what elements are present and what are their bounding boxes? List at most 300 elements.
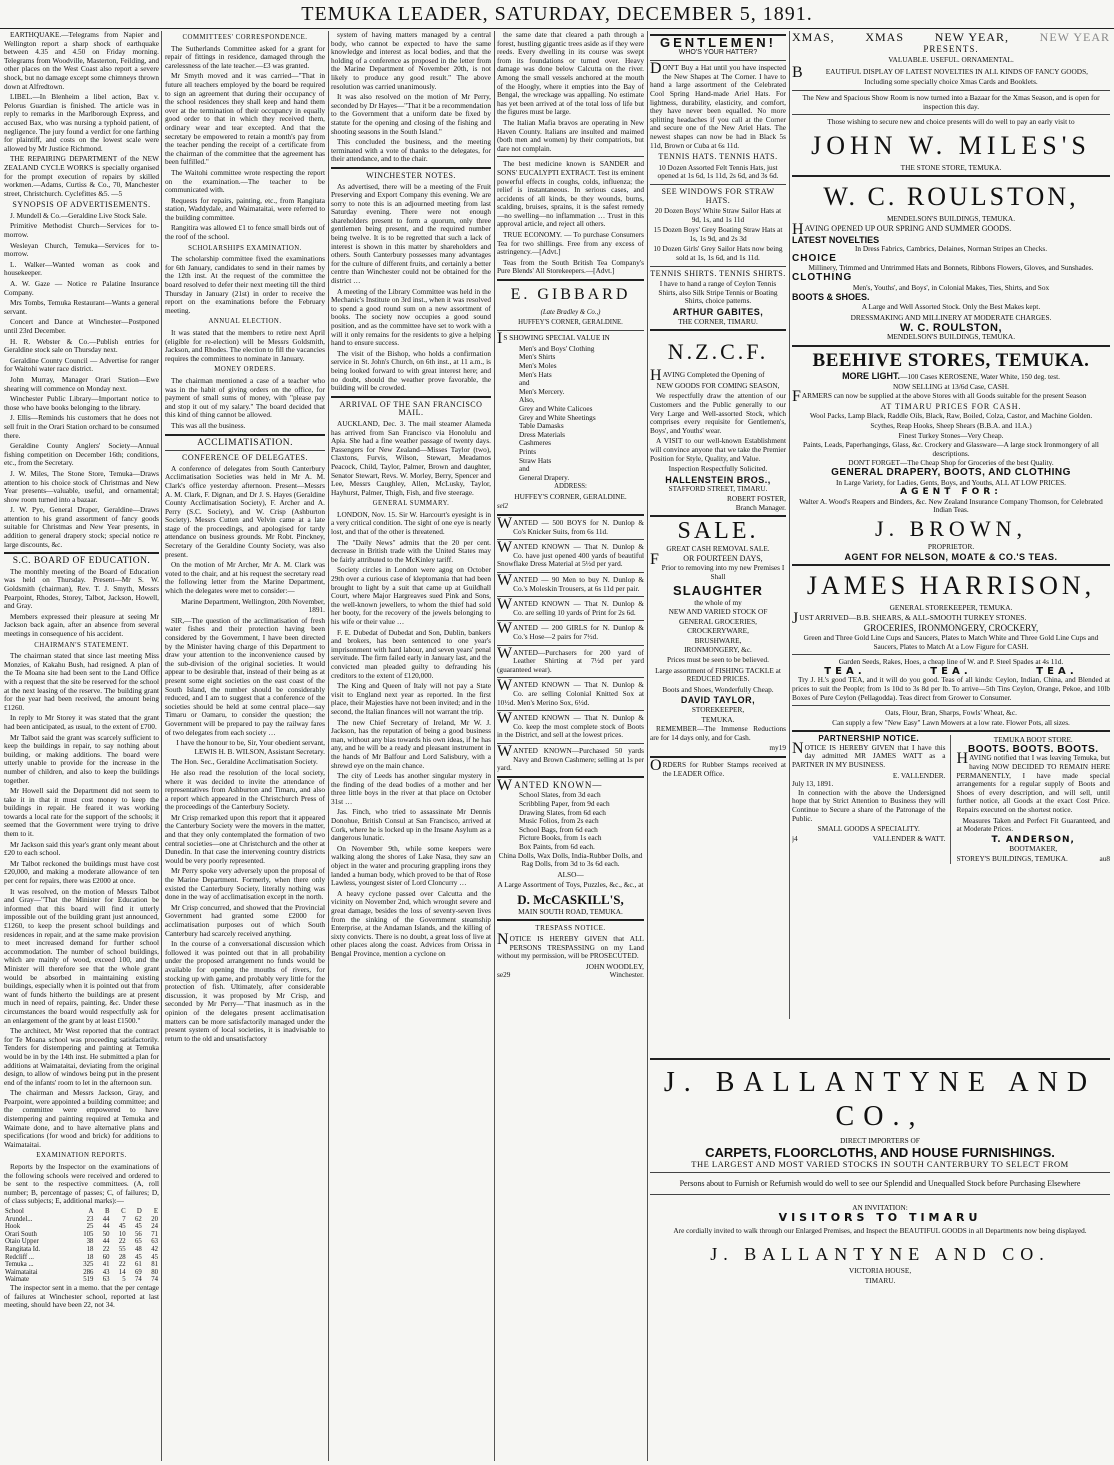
sub-heading: COMMITTEES' CORRESPONDENCE. bbox=[182, 34, 308, 41]
section-heading: SYNOPSIS OF ADVERTISEMENTS. bbox=[12, 200, 151, 210]
list-item: Grey and White Calicoes bbox=[519, 403, 593, 413]
synopsis-item: Geraldine County Council — Advertise for ranger for Waitohi water race district. bbox=[4, 355, 159, 374]
advert-address: THE STONE STORE, TEMUKA. bbox=[900, 162, 1002, 172]
divider bbox=[650, 1058, 1110, 1060]
column-2 bbox=[165, 31, 325, 1461]
bottom-adverts-row bbox=[792, 735, 1110, 863]
wanted-ad: WANTED KNOWN — That N. Dunlop & Co. are selling Colonial Knitted Sox at 10½d. Men's Merino Sox, 6½d. bbox=[497, 677, 644, 707]
advert-paragraph: I have to hand a range of Ceylon Tennis Shirts, also Silk Stripe Tennis or Boating Shirts, choice patterns. bbox=[658, 279, 778, 306]
wanted-ad: WANTED KNOWN—Purchased 50 yards Navy and Brown Cashmere; selling at 1s per yard. bbox=[497, 742, 644, 773]
advert-paragraph: Inspection Respectfully Solicited. bbox=[668, 464, 768, 474]
exam-cell: 74 bbox=[151, 1276, 158, 1284]
advert-paragraph: Walter A. Wood's Reapers and Binders, &c. New Zealand Insurance Company Thomson, for Celebrated Indian Teas. bbox=[799, 496, 1103, 515]
banner-word: NEW YEAR, bbox=[934, 31, 1010, 44]
exam-cell: Redcliff ... bbox=[5, 1253, 34, 1261]
advert-name: HALLENSTEIN BROS., bbox=[665, 474, 771, 485]
exam-cell: 20 bbox=[151, 1215, 158, 1223]
advert-paragraph: Green and Three Gold Line Cups and Saucers, Plates to Match White and Three Gold Line Cups and Saucers, Plates to Match At a Low Figure for CASH. bbox=[803, 632, 1099, 651]
advert-role: STOREKEEPER, bbox=[691, 705, 745, 715]
list-item: Table Damasks bbox=[519, 421, 564, 431]
advert-code: se29 bbox=[497, 970, 511, 980]
mccaskill-advert bbox=[497, 776, 644, 917]
exam-cell: 22 bbox=[118, 1261, 126, 1269]
stock-item: CROCKERYWARE, bbox=[687, 626, 749, 636]
advert-paragraph: DRESSMAKING AND MILLINERY AT MODERATE CHARGES. bbox=[850, 313, 1052, 323]
list-item: and bbox=[519, 378, 530, 388]
news-intro bbox=[4, 31, 159, 198]
list-item: Picture Books, from 1s each bbox=[519, 833, 602, 843]
gabites-advert bbox=[650, 34, 786, 326]
exam-row bbox=[4, 1269, 159, 1277]
divider bbox=[497, 743, 644, 744]
synopsis-item: A. W. Gaze — Notice re Palatine Insurance Company. bbox=[4, 279, 159, 297]
synopsis-item: J. W. Miles, The Stone Store, Temuka—Draws attention to his choice stock of Christmas and New Year presents—valuable, useful, and ornamental; show room turned into a bazaar. bbox=[4, 468, 159, 504]
advert-address: STOREY'S BUILDINGS, TEMUKA. bbox=[956, 854, 1068, 863]
exam-cell: 50 bbox=[102, 1230, 110, 1238]
list-item: Men's Moles bbox=[519, 361, 557, 370]
synopsis-item: John Murray, Manager Orari Station—Ewe shearing will commence on Monday next. bbox=[4, 374, 159, 393]
exam-cell: 44 bbox=[102, 1223, 110, 1231]
banner-word: XMAS, bbox=[792, 31, 835, 44]
advert-subtitle: (Late Bradley & Co.,) bbox=[540, 309, 601, 317]
advert-paragraph: HAVING Completed the Opening of bbox=[650, 367, 765, 385]
advert-title: N.Z.C.F. bbox=[667, 339, 769, 365]
news-paragraph: Members expressed their pleasure at seeing Mr Jackson back again, after an absence from several meetings in consequence of his accident. bbox=[4, 611, 159, 638]
stock-item: GENERAL GROCERIES, bbox=[679, 616, 757, 626]
advert-title: E. GIBBARD bbox=[510, 286, 631, 304]
section-heading: S.C. BOARD OF EDUCATION. bbox=[12, 556, 151, 567]
list-item: Box Paints, from 6d each. bbox=[519, 841, 595, 851]
exam-cell: 23 bbox=[86, 1215, 94, 1223]
exam-cell: 80 bbox=[151, 1268, 158, 1276]
advert-paragraph: BEAUTIFUL DISPLAY OF LATEST NOVELTIES IN ALL KINDS OF FANCY GOODS, bbox=[792, 63, 1088, 81]
advert-heading: GENERAL DRAPERY, BOOTS, AND CLOTHING bbox=[831, 467, 1071, 478]
exam-row bbox=[4, 1223, 159, 1231]
column-rule bbox=[789, 31, 790, 1019]
sub-heading: MONEY ORDERS. bbox=[214, 366, 276, 374]
section-label: CHOICE bbox=[792, 252, 837, 264]
exam-cell: 519 bbox=[83, 1276, 94, 1284]
list-item: Straw Hats bbox=[519, 455, 552, 465]
notice-footer bbox=[497, 971, 644, 980]
news-paragraph: It was stated that the members to retire next April (eligible for re-election) will be Messrs Goldsmith, Jackson, and Rhodes. The election to fill the vacancies requires the committees to nominate in January. bbox=[165, 328, 325, 363]
advert-name: D. McCASKILL'S, bbox=[517, 891, 624, 907]
advert-paragraph: 15 Dozen Boys' Grey Boating Straw Hats at 1s, 1s 9d, and 2s 3d bbox=[653, 225, 783, 243]
masthead: TEMUKA LEADER, SATURDAY, DECEMBER 5, 1891. bbox=[0, 0, 1114, 29]
advert-address: MENDELSON'S BUILDINGS, TEMUKA. bbox=[886, 214, 1016, 224]
advert-paragraph: The best medicine known is SANDER and SONS' EUCALYPTI EXTRACT. Test its eminent powerful effects in coughs, colds, influenza; the relief is instantaneous. In serious cases, and accidents of all kinds, be they wounds, burns, scalding, bruises, sprains, it is the safest remedy—no swelling—no inflammation … Trust in this approval article, and reject all others. bbox=[497, 159, 644, 229]
advert-paragraph: We respectfully draw the attention of our Customers and the Public generally to our Very Large and Well-assorted Stock, which comprises every requisite for Gentlemen's, Boys', and Youths' wear. bbox=[650, 391, 786, 435]
advert-code: my19 bbox=[769, 743, 786, 753]
advert-code: au8 bbox=[1099, 854, 1110, 863]
divider bbox=[650, 1194, 1110, 1195]
divider bbox=[497, 596, 644, 597]
divider bbox=[497, 710, 644, 711]
advert-code: sel2 bbox=[497, 502, 508, 510]
synopsis-item: Mrs Tombs, Temuka Restaurant—Wants a general servant. bbox=[4, 298, 159, 316]
advert-paragraph: 10 Dozen Girls' Grey Sailor Hats now being sold at 1s, 1s 6d, and 1s 11d. bbox=[653, 244, 783, 263]
advert-role: PROPRIETOR. bbox=[927, 541, 975, 551]
advert-paragraph: Large assortment of FISHING TACKLE at REDUCED PRICES. bbox=[655, 665, 781, 684]
advert-paragraph: A Large Assortment of Toys, Puzzles, &c., &c., at bbox=[497, 880, 644, 890]
exam-cell: 10 bbox=[118, 1230, 126, 1238]
advert-paragraph: TRUE ECONOMY. — To purchase Consumers Tea for two shillings. Free from any excess of astringency.—[Advt.] bbox=[497, 230, 644, 257]
advert-address: HUFFEY'S CORNER, GERALDINE. bbox=[514, 491, 627, 501]
notice-heading: SMALL GOODS A SPECIALITY. bbox=[817, 824, 920, 834]
synopsis-item: J. Mundell & Co.—Geraldine Live Stock Sale. bbox=[10, 210, 147, 220]
divider bbox=[497, 572, 644, 573]
news-paragraph: It was resolved, on the motion of Messrs Talbot and Gray—"That the Minister for Education be informed that this board will find it utterly impossible out of the building grant just announced, £1260, to keep the present school buildings and residences in repair, and at the same make provision to meet increased demand for further school accommodation. The number of school buildings, which are mainly of wood, exceed 100, and the Minister will therefore see that the whole grant would be absorbed in maintaining existing buildings, especially when it is pointed out that from want of funds hitherto the buildings are at present much in need of repairs, painting, &c. Under these circumstances the board would respectfully ask for an enlargement of the grant by at least £1500." bbox=[4, 886, 159, 1025]
synopsis-item: Primitive Methodist Church—Services for to-morrow. bbox=[4, 221, 159, 240]
divider bbox=[650, 1172, 1110, 1173]
exam-cell: 74 bbox=[135, 1276, 142, 1284]
divider bbox=[497, 330, 644, 331]
exam-cell: 38 bbox=[86, 1238, 94, 1246]
exam-cell: 60 bbox=[102, 1253, 110, 1261]
exam-cell: 61 bbox=[135, 1261, 142, 1269]
divider bbox=[165, 434, 325, 436]
wanted-ad: WANTED — 90 Men to buy N. Dunlop & Co.'s Moleskin Trousers, at 6s 11d per pair. bbox=[497, 572, 644, 593]
news-paragraph: The Sutherlands Committee asked for a grant for repair of fittings in residence, damaged through the carelessness of the late teacher.—£3 was granted. bbox=[165, 43, 325, 70]
advert-paragraph: FARMERS can now be supplied at the above Stores with all Goods suitable for the present Season bbox=[792, 388, 1087, 406]
advert-paragraph: Prices must be seen to be believed. bbox=[667, 655, 769, 665]
news-paragraph: The inspector sent in a memo. that the per centage of failures at Winchester school, reported at last meeting, should have been 22, not 34. bbox=[4, 1282, 159, 1310]
divider bbox=[497, 539, 644, 540]
exam-cell: 63 bbox=[102, 1276, 110, 1284]
exam-cell: Temuka ... bbox=[5, 1261, 34, 1269]
news-paragraph: Mr Jackson said this year's grant only meant about £20 to each school. bbox=[4, 839, 159, 858]
section-text: Men's, Youths', and Boys', in Colonial Makes, Ties, Shirts, and Sox bbox=[852, 282, 1050, 292]
sub-heading: EXAMINATION REPORTS. bbox=[36, 1152, 127, 1160]
news-paragraph: the same date that cleared a path through a forest, hustling gigantic trees aside as if they were reeds. Every dwelling in its course was swept from its foundations or turned over. Heavy damage was done below Calcutta on the river. Among the small vessels anchored at the mouth of the Hoogly, where it empties into the Bay of Bengal, the wreckage was appalling. No estimate has yet been arrived at of the total loss of life but the figures must be large. bbox=[497, 31, 644, 117]
advert-paragraph: China Dolls, Wax Dolls, India-Rubber Dolls, and Rag Dolls, from 3d to 3s 6d each. bbox=[498, 850, 643, 869]
exam-cell: Arundel... bbox=[5, 1215, 33, 1223]
news-paragraph: AUCKLAND, Dec. 3. The mail steamer Alameda has arrived from San Francisco via Honolulu and Apia. She had a fine weather passage of twenty days. Passengers for New Zealand—Misses Taylor (two), Claxtons, Furvis, Wilson, Stewart, Meadamos Peacock, Child, Taylor, Palmer, Brown and daughter, Senator Stewart, Revs. W. Morley, Berry, Spencer and Lee, Messrs Caughley, Allen, McLusky, Taylor, Hayhurst, Palmer, Thigh, Fish, and five steerage. bbox=[331, 418, 491, 497]
banner-word: TEA. bbox=[824, 665, 866, 677]
divider bbox=[497, 677, 644, 678]
news-paragraph: The chairman and Messrs Jackson, Gray, and Pearpoint, were appointed a building committee; and the committee were empowered to have distempering and painting required at Temuka and Waimate done, and to have alternative plans and specifications (for wood and brick) for additions to Waimataitai. bbox=[4, 1088, 159, 1149]
news-paragraph: In the course of a conversational discussion which followed it was pointed out that in all probability under the proposed arrangement no funds would be available for opening the mouths of rivers, for stocking up with game, and probably very little for the protection of fish. Ultimately, after considerable discussion, it was proposed by Mr Crisp, and seconded by Mr Perry—"That inasmuch as in the opinion of the delegates present acclimatisation matters can be more satisfactorily managed under the present system of local societies, it is inadvisable to return to the old and unsatisfactory bbox=[165, 939, 325, 1043]
advert-name: JAMES HARRISON, bbox=[806, 571, 1096, 601]
notice-signature: E. VALLENDER. bbox=[892, 770, 946, 780]
synopsis-item: J. W. Pye, General Draper, Geraldine—Draws attention to his grand assortment of fancy goods suitable for Christmas and New Year presents, in addition to general drapery stock; special notice re large discounts, &c. bbox=[4, 505, 159, 549]
stationery-list bbox=[497, 791, 644, 851]
advert-paragraph: In Large Variety, for Ladies, Gents, Boys, and Youths, ALL AT LOW PRICES. bbox=[836, 477, 1066, 487]
synopsis-item: H. R. Webster & Co.—Publish entries for Geraldine stock sale on Thursday next. bbox=[4, 336, 159, 355]
partnership-notice bbox=[792, 735, 951, 863]
synopsis-item: Winchester Public Library—Important notice to those who have books belonging to the library. bbox=[4, 394, 159, 412]
list-item: Men's Mercery. bbox=[519, 386, 565, 396]
exam-header-cell: School bbox=[5, 1208, 24, 1215]
news-paragraph: The "Daily News" admits that the 20 per cent. decrease in British trade with the United States may be fairly attributed to the McKinley tariff. bbox=[331, 537, 491, 564]
advert-paragraph: 10 Dozen Assorted Felt Tennis Hats, just opened at 1s 6d, 1s 11d, 2s 6d, and 3s 6d. bbox=[657, 162, 779, 181]
exam-cell: 14 bbox=[118, 1268, 126, 1276]
advert-name: BEEHIVE STORES, TEMUKA. bbox=[812, 350, 1090, 372]
advert-lead: JUST ARRIVED—B.B. SHEARS, & ALL-SMOOTH TURKEY STONES. bbox=[792, 609, 1027, 627]
news-paragraph: A heavy cyclone passed over Calcutta and the vicinity on November 2nd, which wrought severe and great damage, besides the loss of seventy-seven lives from the sinking of the Government steamship Enterprise, at the Andaman Islands, and the killing of sixty convicts. There is no doubt, a great loss of live at other places along the coast. Advices from Orissa in Bengal Province, mention a cyclone on bbox=[331, 888, 491, 958]
trespass-notice bbox=[497, 924, 644, 980]
wanted-ad: WANTED — 500 BOYS for N. Dunlop & Co's Knicker Suits, from 6s 11d. bbox=[497, 515, 644, 536]
divider bbox=[497, 156, 644, 157]
news-paragraph: system of having matters managed by a central body, who cannot be expected to have the same knowledge and interest as local bodies, and that the holding of a conference as proposed in the letter from the Marine Department of November 20th, is not likely to produce any good result." The above resolution was carried unanimously. bbox=[331, 31, 491, 91]
divider bbox=[792, 654, 1110, 655]
advert-subtitle: WHO'S YOUR HATTER? bbox=[678, 48, 758, 56]
list-item: Also, bbox=[519, 395, 535, 405]
list-item: Music Folios, from 2s each bbox=[519, 816, 599, 826]
news-paragraph: EARTHQUAKE.—Telegrams from Napier and Wellington report a sharp shock of earthquake between 4.35 and 4.50 on Friday morning. Telegrams from Woodville, Masterton, Feilding, and other places on the West Coast also report a severe shock, but no damage except some chimneys thrown down at Alfredtown. bbox=[4, 31, 159, 91]
news-paragraph: A conference of delegates from South Canterbury Acclimatisation Societies was held in Mr A. M. Clark's office yesterday afternoon. Present—Messrs A. M. Clark, F. Dignan, and Dr J. S. Hayes (Geraldine County Acclimatisation Society), F. Archer and A. Perry (S.C. Society), and W. Crisp (Ashburton Society). Messrs Cutten and Velvin came at a late stage of the proceedings, and apologised for tardy attendance on business grounds. Mr Robt. Pinckney, Secretary of the Geraldine County Society, was also present. bbox=[165, 463, 325, 559]
list-item: Scribbling Paper, from 9d each bbox=[519, 798, 610, 808]
column-6 bbox=[792, 31, 1110, 1053]
news-paragraph: Mr Talbot reckoned the buildings must have cost £20,000, and making a moderate allowance of ten per cent for repairs, there was £2000 at once. bbox=[4, 858, 159, 886]
news-paragraph: The Hon. Sec., Geraldine Acclimatisation Society. bbox=[171, 757, 318, 767]
divider bbox=[792, 114, 1110, 115]
divider bbox=[497, 645, 644, 646]
advert-paragraph: the whole of my bbox=[694, 597, 742, 607]
exam-cell: 325 bbox=[83, 1261, 94, 1269]
news-paragraph: On November 9th, while some keepers were walking along the shores of Lake Nasa, they saw an object in the water and procuring grappling irons they landed a human body, which proved to be that of Rose Lawless, youngest sister of Lord Cloncurry … bbox=[331, 843, 491, 888]
news-paragraph: A meeting of the Library Committee was held in the Mechanic's Institute on 3rd inst., when it was resolved to spend a good round sum on a new assortment of books. The society now occupies a good sound position, and as the committee have set to work with a will it only remains for the residents to give a helping hand to ensure success. bbox=[331, 286, 491, 348]
section-text: In Dress Fabrics, Cambrics, Delaines, Norman Stripes an Checks. bbox=[854, 244, 1048, 254]
list-item: Cashmeres bbox=[519, 438, 552, 448]
exam-row bbox=[4, 1216, 159, 1224]
advert-name: DAVID TAYLOR, bbox=[680, 695, 756, 706]
news-paragraph: The architect, Mr West reported that the contract for Te Moana school was proceeding satisfactorily. Tenders for distempering and painting at Temuka would be in by the 14th inst. He submitted a plan for additions at Waimataitai, deviating from the original design, to allow of windows being put in the present end of the infants' room to let in the afternoon sun. bbox=[4, 1026, 159, 1087]
advert-paragraph: Teas from the South British Tea Company's Pure Blends' All Storekeepers.—[Advt.] bbox=[497, 257, 644, 276]
advert-name: JOHN W. MILES'S bbox=[811, 130, 1091, 160]
exam-cell: 55 bbox=[118, 1245, 126, 1253]
advert-title: WANTED KNOWN— bbox=[497, 776, 603, 794]
divider bbox=[792, 705, 1110, 706]
exam-header-cell: E bbox=[153, 1208, 158, 1215]
roulston-advert bbox=[792, 180, 1110, 342]
advert-subtitle: GREAT CASH REMOVAL SALE. bbox=[666, 544, 770, 554]
list-item: General Drapery. bbox=[519, 472, 570, 482]
column-rule bbox=[494, 31, 495, 1461]
advert-paragraph: DON'T FORGET—The Cheap Shop for Groceries of the best Quality. bbox=[848, 458, 1054, 468]
advert-signature-role: Branch Manager. bbox=[735, 502, 786, 512]
advert-heading: TENNIS HATS. TENNIS HATS. bbox=[658, 152, 778, 162]
news-paragraph: The visit of the Bishop, who holds a confirmation service in St. John's Church, on 6th inst., at 11 a.m., is being looked forward to with great interest here; and no doubt, should the weather prove favorable, the building will be crowded. bbox=[331, 348, 491, 393]
news-paragraph: Rangitira was allowed £1 to fence small birds out of the roof of the school. bbox=[165, 223, 325, 242]
advert-heading: CARPETS, FLOORCLOTHS, AND HOUSE FURNISHINGS. bbox=[705, 1145, 1055, 1160]
news-paragraph: Mr Perry spoke very adversely upon the proposal of the Marine Department. Formerly, when there only existed the Canterbury Society, literally nothing was done in the way of acclimatisation except in the north. bbox=[165, 866, 325, 902]
exam-cell: Rangitata Id. bbox=[5, 1245, 41, 1253]
notice-signature: JOHN WOODLEY, bbox=[585, 961, 644, 971]
advert-name: W. C. ROULSTON, bbox=[899, 321, 1003, 334]
exam-row bbox=[4, 1231, 159, 1239]
divider bbox=[650, 515, 786, 517]
notice-text: In connection with the above the Undersigned hope that by Strict Attention to Business they will Continue to Secure a share of the Patronage of the Public. bbox=[792, 787, 946, 823]
news-paragraph: Mr Talbot said the grant was scarcely sufficient to keep the buildings in repair, to say nothing about building, or making additions. The board were utterly unable to provide for the increase in the number of children, and also to keep the buildings together. bbox=[4, 732, 159, 785]
exam-header-cell: D bbox=[136, 1208, 142, 1215]
synopsis-list bbox=[4, 212, 159, 549]
xmas-banner bbox=[792, 31, 1110, 44]
advert-subtitle: VALUABLE. USEFUL. ORNAMENTAL. bbox=[888, 55, 1014, 65]
advert-paragraph: NOW SELLING at 13/6d Case, CASH. bbox=[893, 381, 1009, 391]
news-paragraph: The new Chief Secretary of Ireland, Mr W. J. Jackson, has the reputation of being a good business man, without any bias towards his own ideas, if he has any, and he will be a ready and pleasant instrument in the hands of Mr Balfour and Lord Salisbury, with a shrewd eye on the main chance. bbox=[331, 717, 491, 770]
advert-heading: AT TIMARU PRICES FOR CASH. bbox=[880, 401, 1022, 411]
advert-heading: VISITORS TO TIMARU bbox=[778, 1211, 982, 1224]
nzcf-advert bbox=[650, 341, 786, 512]
banner-word: XMAS bbox=[865, 31, 905, 44]
exam-cell: 42 bbox=[151, 1245, 158, 1253]
advert-paragraph: Scythes, Reap Hooks, Sheep Shears (B.B.A. and 1I.A.) bbox=[870, 421, 1032, 431]
advert-subtitle: PRESENTS. bbox=[923, 43, 979, 54]
news-paragraph: This was all the business. bbox=[171, 420, 246, 430]
news-paragraph: Society circles in London were agog on October 29th over a curious case of kleptomania that had been brought to light by a suit that came up at Guildhall Court, where Major Hargreaves sued Pink and Sons, the well-known jewellers, to whom the thief had sold her booty, for the recovery of the jewels belonging to his wife or their value … bbox=[331, 565, 491, 626]
synopsis-item: Concert and Dance at Winchester—Postponed until 23rd December. bbox=[4, 317, 159, 335]
news-paragraph: Reports by the Inspector on the examinations of the following schools were received and ordered to be sent to the respective committees. (A, roll number; B, percentage of passes; C, of failures; D, of class subjects; E, additional marks):— bbox=[4, 1162, 159, 1206]
notice-text: NOTICE IS HEREBY GIVEN that ALL PERSONS TRESPASSING on my Land without my permission, will be PROSECUTED. bbox=[497, 931, 644, 961]
news-paragraph: F. E. Dubedat of Dubedat and Son, Dublin, bankers and brokers, has been sentenced to one year's imprisonment with hard labour, and seven years' penal servitude. The firm failed early in January last, and the convicted man pleaded guilty to defrauding his creditors to the extent of £120,000. bbox=[331, 627, 491, 680]
miles-advert bbox=[792, 31, 1110, 172]
advert-paragraph: Those wishing to secure new and choice presents will do well to pay an early visit to bbox=[827, 117, 1075, 127]
divider bbox=[331, 167, 491, 169]
section-heading: ACCLIMATISATION. bbox=[197, 437, 293, 448]
advert-paragraph: DON'T Buy a Hat until you have inspected the New Shapes at The Corner. I have to hand a large assortment of the Celebrated Cool Spring Hand-made Ariel Hats. For lightness, durability, elasticity, and comfort, they have never been equalled. No more splitting headaches if you call at the Corner and secure one of the New Ariel Hats. The newest shapes can now be had in Black 5s 11d, Brown or Cuba at 6s 11d. bbox=[650, 60, 786, 150]
exam-cell: Otaio Upper bbox=[5, 1238, 39, 1246]
advert-heading: SLAUGHTER bbox=[673, 582, 763, 598]
advert-lead: IS SHOWING SPECIAL VALUE IN bbox=[497, 330, 610, 348]
notice-title: PARTNERSHIP NOTICE. bbox=[818, 734, 920, 744]
advert-paragraph: Oats, Flour, Bran, Sharps, Fowls' Wheat, &c. bbox=[885, 708, 1017, 718]
exam-cell: 63 bbox=[151, 1238, 158, 1246]
divider bbox=[792, 564, 1110, 566]
synopsis-item: Wesleyan Church, Temuka—Services for to-morrow. bbox=[4, 240, 159, 259]
exam-cell: 45 bbox=[135, 1253, 142, 1261]
exam-table-body bbox=[4, 1216, 159, 1284]
news-paragraph: The city of Leeds has another singular mystery in the finding of the dead bodies of a mother and her three little boys in the river at that place on October 31st … bbox=[331, 771, 491, 806]
synopsis-item: J. Ellis—Reminds his customers that he does not sell fruit in the Orari Station orchard to be consumed there. bbox=[4, 413, 159, 440]
exam-cell: 28 bbox=[118, 1253, 126, 1261]
exam-cell: 286 bbox=[83, 1268, 94, 1276]
exam-cell: Waimate bbox=[5, 1276, 29, 1284]
sub-heading: CONFERENCE OF DELEGATES. bbox=[181, 453, 308, 463]
boot-store-advert bbox=[957, 735, 1111, 863]
section-text: Millinery, Trimmed and Untrimmed Hats and Bonnets, Ribbons Flowers, Gloves, and Sunshades. bbox=[808, 263, 1094, 273]
divider bbox=[650, 266, 786, 267]
advert-address-label: ADDRESS: bbox=[554, 483, 587, 491]
advert-paragraph: Can supply a few "New Easy" Lawn Mowers at a low rate. Flower Pots, all sizes. bbox=[832, 717, 1070, 727]
list-item: Men's Shirts bbox=[519, 352, 556, 362]
section-heading: ARRIVAL OF THE SAN FRANCISCO MAIL. bbox=[339, 399, 483, 418]
letter-signoff: I have the honour to be, Sir, Your obedient servant, LEWIS H. B. WILSON, Assistant Secretary. bbox=[176, 738, 325, 756]
advert-heading: SEE WINDOWS FOR STRAW HATS. bbox=[661, 186, 775, 205]
advert-role: GENERAL STOREKEEPER, TEMUKA. bbox=[889, 603, 1013, 613]
exam-row bbox=[4, 1246, 159, 1254]
advert-paragraph: 20 Dozen Boys' White Straw Sailor Hats at 9d, 1s, and 1s 11d bbox=[654, 206, 782, 224]
exam-header-cell: C bbox=[121, 1208, 126, 1215]
news-paragraph: The Italian Mafia bravos are operating in New Haven County. Italians are insulted and maimed (both men and women) by their compatriots, but dare not complain. bbox=[497, 117, 644, 153]
list-item: Dress Materials bbox=[519, 429, 565, 439]
news-paragraph: The monthly meeting of the Board of Education was held on Thursday. Present—Mr S. W. Goldsmith (chairman), Rev. T. J. Smyth, Messrs Pearpoint, Rhodes, Storey, Talbot, Jackson, Howell, and Gray. bbox=[4, 566, 159, 611]
wanted-ad: WANTED KNOWN — That N. Dunlop & Co. have just opened 400 yards of beautiful Snowflake Dress Material at 5½d per yard. bbox=[497, 539, 644, 569]
news-paragraph: THE REPAIRING DEPARTMENT of the NEW ZEALAND CYCLE WORKS is specially organised for the prompt execution of repairs by skilled workmen.—Adams, Curtiss & Co., 70, Manchester street, Christchurch. Cyclefittes &5. —5 bbox=[4, 154, 159, 198]
advert-paragraph: Are cordially invited to walk through our Enlarged Premises, and Inspect the BEAUTIFUL GOODS in all Departments now being displayed. bbox=[673, 1226, 1087, 1235]
advert-address: TEMUKA. bbox=[701, 714, 735, 724]
exam-cell: 105 bbox=[83, 1230, 94, 1238]
news-paragraph: As advertised, there will be a meeting of the Fruit Preserving and Export Company this evening. We are sorry to note this is an adjourned meeting from last Saturday evening. There were not enough shareholders present to form a quorum, only three gentlemen being present, and the required number being twelve. It is to be regretted that such a lack of interest is shown in this matter by shareholders and others. South Canterbury possesses many advantages for the culture of different fruits, and certainly a better centre than Winchester could not be obtained for the district … bbox=[331, 181, 491, 286]
divider bbox=[497, 514, 644, 516]
beehive-advert bbox=[792, 350, 1110, 561]
news-paragraph: It was also resolved on the motion of Mr Perry, seconded by Dr Hayes—"That it be a recommendation to the Government that a uniform date be fixed by statute for the opening and closing of the fishing and shooting seasons in the South Island." bbox=[331, 92, 491, 136]
gibbard-advert bbox=[497, 284, 644, 511]
synopsis-item: Geraldine County Anglers' Society—Annual fishing competition on December 16th; conditions, etc., from the Secretary. bbox=[4, 441, 159, 468]
news-paragraph: SIR,—The question of the acclimatisation of fresh water fishes and their protection having been considered by the Government, I have been directed by the Minister having charge of this Department to draw your attention to the inconvenience caused by the sub-division of the original societies. It would appear to be desirable that, instead of their being as at present some eight societies on the east coast of the South Island, the number should be considerably reduced, and I am to suggest that a conference of the societies should be held at some central place—say Timaru or Oamaru, to consider the question; the Government will be prepared to pay the railway fares of two delegates from each society … bbox=[165, 615, 325, 737]
harrison-advert bbox=[792, 569, 1110, 727]
advert-name: W. C. ROULSTON, bbox=[823, 182, 1079, 212]
exam-table bbox=[4, 1208, 159, 1284]
advert-paragraph: Try J. H.'s good TEA, and it will do you good. Teas of all kinds: Ceylon, Indian, China, and Blended at prices to suit the People; from 1s 10d to 3s 8d per lb. To arrive—5th Tins Ceylon, Orange, Pekoe, and 10lb Boxes of Pure Ceylon (Pellagodda). Teas direct from Grower to Consumer. bbox=[792, 675, 1110, 702]
news-paragraph: Requests for repairs, painting, etc., from Rangitata station, Waddydale, and Waimataitai, were referred to the building committee. bbox=[165, 195, 325, 222]
news-paragraph: Mr Howell said the Department did not seem to take it in that it must cost money to keep the buildings in repair. He feared it was working towards a local rate for the support of the schools; it seemed that the Government were trying to drive them to it. bbox=[4, 786, 159, 839]
advert-title: GENTLEMEN! bbox=[660, 35, 776, 50]
ballantyne-advert bbox=[650, 1055, 1110, 1463]
news-paragraph: He also read the resolution of the local society, where it was decided to invite the attendance of representatives from Ashburton and Timaru, and also a report which appeared in the Christchurch Press of the proceedings of the Canterbury Society. bbox=[165, 767, 325, 812]
advert-heading: TENNIS SHIRTS. TENNIS SHIRTS. bbox=[650, 268, 786, 278]
news-paragraph: Mr Crisp concurred, and showed that the Provincial Government had granted some £2000 for acclimatisation purposes out of which South Canterbury had scarcely received anything. bbox=[165, 902, 325, 938]
advert-paragraph: Prior to removing into my new Premises I Shall bbox=[661, 563, 785, 581]
divider bbox=[650, 60, 786, 61]
news-paragraph: The Waitohi committee wrote respecting the report on the examination.—The teacher to be communicated with. bbox=[165, 167, 325, 195]
exam-cell: 43 bbox=[102, 1268, 110, 1276]
advert-paragraph: AN INVITATION: bbox=[852, 1203, 908, 1212]
advert-paragraph: HAVING notified that I was leaving Temuka, but having NOW DECIDED TO REMAIN HERE PERMANENTLY, I have made special arrangements for a regular supply of Boots and Shoes of every description, and will sell, until further notice, all Goods at the exact Cost Price. Repairs executed on the shortest notice. bbox=[956, 750, 1110, 815]
advert-heading: BOOTS. BOOTS. BOOTS. bbox=[967, 743, 1099, 755]
advert-paragraph: REMEMBER—The Immense Reductions are for 14 days only, and for Cash. bbox=[650, 724, 786, 742]
list-item: and bbox=[519, 464, 530, 474]
advert-heading: FOR FOURTEEN DAYS, bbox=[650, 550, 763, 568]
wanted-ad: WANTED KNOWN — That N. Dunlop & Co. keep the most complete stock of Boots in the District, and sell at the lowest prices. bbox=[497, 710, 644, 740]
list-item: Prints bbox=[519, 446, 537, 456]
exam-cell: 18 bbox=[86, 1245, 94, 1253]
exam-cell: 45 bbox=[135, 1223, 142, 1231]
synopsis-item: L. Walker—Wanted woman as cook and housekeeper. bbox=[4, 259, 159, 278]
column-4 bbox=[497, 31, 644, 1461]
advert-heading: GROCERIES, IRONMONGERY, CROCKERY, bbox=[863, 623, 1039, 634]
divider bbox=[165, 450, 325, 451]
sub-heading: SCHOLARSHIPS EXAMINATION. bbox=[188, 244, 302, 252]
exam-cell: 65 bbox=[135, 1238, 142, 1246]
wanted-ad: WANTED — 200 GIRLS for N. Dunlop & Co.'s Hose—2 pairs for 7½d. bbox=[497, 620, 644, 642]
list-item: Grey and White Sheetings bbox=[519, 412, 596, 422]
notice-title: TRESPASS NOTICE. bbox=[535, 924, 606, 933]
exam-cell: 48 bbox=[135, 1245, 142, 1253]
exam-cell: 25 bbox=[86, 1223, 94, 1231]
advert-paragraph: THE LARGEST AND MOST VARIED STOCKS IN SOUTH CANTERBURY TO SELECT FROM bbox=[691, 1159, 1069, 1169]
exam-header-row bbox=[4, 1208, 159, 1216]
divider bbox=[650, 756, 786, 758]
notice-signature: VALLENDER & WATT. bbox=[872, 833, 946, 843]
advert-address: STAFFORD STREET, TIMARU. bbox=[668, 484, 768, 494]
list-item: Drawing Slates, from 6d each bbox=[519, 807, 606, 817]
news-paragraph: LONDON, Nov. 15. Sir W. Harcourt's eyesight is in a very critical condition. The sight of one eye is nearly lost, and that of the other is threatened. bbox=[331, 509, 491, 537]
advert-footer bbox=[957, 855, 1111, 864]
rubber-stamps-notice: ORDERS for Rubber Stamps received at the LEADER Office. bbox=[650, 757, 786, 778]
advert-lead: HAVING OPENED UP OUR SPRING AND SUMMER GOODS. bbox=[792, 220, 1012, 238]
banner-word: TEA. bbox=[930, 665, 972, 677]
advert-paragraph: Paints, Leads, Paperhangings, Glass, &c. Crockery and Glassware—A large stock Ironmongery of all descriptions. bbox=[803, 440, 1099, 458]
divider bbox=[4, 552, 159, 554]
exam-header-cell: B bbox=[105, 1208, 110, 1215]
notice-footer bbox=[792, 835, 946, 844]
advert-name: J. BROWN, bbox=[875, 515, 1027, 541]
divider bbox=[497, 620, 644, 621]
advert-paragraph: Including some specially choice Xmas Cards and Booklets. bbox=[864, 77, 1038, 87]
advert-text: —100 Cases KEROSENE, Water White, 150 deg. test. bbox=[900, 372, 1060, 382]
advert-paragraph: Wool Packs, Lamp Black, Raddle Oils, Black, Raw, Boiled, Colza, Castor, and Machine Golden. bbox=[809, 411, 1093, 421]
